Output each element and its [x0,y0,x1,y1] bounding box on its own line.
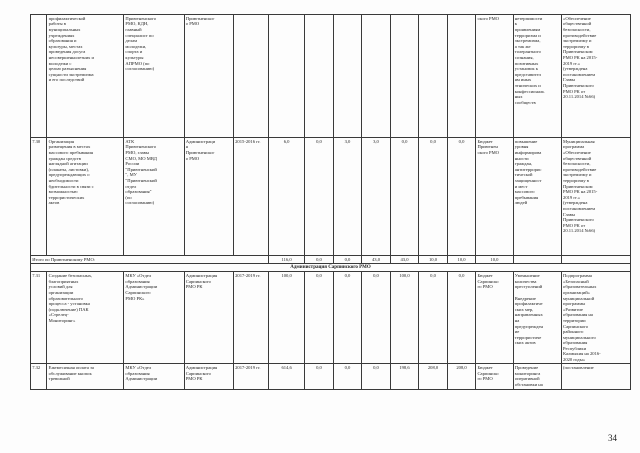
cell-2019: 0,0 [419,138,448,256]
text-line: образовательного [48,295,83,301]
text-line: «Безопасный [563,278,589,284]
total-2017: 43,0 [362,256,391,264]
text-line: РМО РК от [563,222,586,228]
text-line: Сарпинско [477,370,499,376]
text-line: го РМО [477,376,493,382]
cell-indicator [513,15,561,138]
text-line: образования [125,278,150,284]
text-line: наглядной агитации [48,161,88,167]
text-line: Приютненского [125,15,157,21]
total-2020: 10,0 [447,256,476,264]
cell-2018: 100,0 [390,272,419,364]
cell-num: 7.30 [31,138,47,256]
text-line: спорта и [125,49,143,55]
text-line: Администрации [125,376,158,382]
text-line: нности [514,155,529,161]
table-row-total [31,256,631,264]
text-line: мониторинга [514,370,541,376]
text-line: РМО, КДН, [125,21,149,27]
text-line: сущности экстремизма [48,71,94,77]
text-line: образования [125,370,150,376]
text-line: Администрации [125,284,158,290]
text-line: Приютнен [477,144,498,150]
text-line: Калмыкия на 2016- [563,351,601,357]
text-line: постановлением [563,71,596,77]
text-line: РМО РК от [563,88,586,94]
text-line: конфессиональ [514,88,545,94]
text-line: граждан средств [48,155,81,161]
text-line: сообществ [514,99,536,105]
total-2018: 43,0 [390,256,419,264]
text-line: 20.11.2014 №66) [563,94,596,100]
text-line: «Развитие [563,306,583,312]
text-line: (плакаты, листовки), [48,166,90,172]
cell-2015: 0,0 [305,364,334,390]
text-line: Ежемесячная оплата за [48,365,94,371]
cell-indicator [513,272,561,364]
text-line: Приютненском [563,49,593,55]
total-2016: 0,0 [333,256,362,264]
text-line: Уменьшение [514,273,540,279]
cell-period: 2017-2019 гг. [233,272,268,364]
text-line: Подпрограмма [563,273,592,279]
text-line: условий для [48,284,73,290]
text-line: противодействие [563,32,597,38]
text-line: процесса - установка [48,301,90,307]
cell-source [476,138,513,256]
text-line: терроризму в [563,43,589,49]
cell-name [47,272,124,364]
text-line: СМО, МО МВД [125,155,157,161]
text-line: делам [125,38,138,44]
text-line: необходимости [48,177,79,183]
text-line: представител [514,71,541,77]
text-line: проявлениям [514,26,541,32]
text-line: экстремизму и [563,172,592,178]
section-title: Администрация Сарпинского РМО [31,264,631,272]
text-line: обслуживание кнопок [48,370,92,376]
text-line: Приютненского [563,217,594,223]
text-line: бдительности в связи с [48,183,94,189]
text-line: Бюджет [477,365,493,371]
text-line: общественной [563,21,592,27]
text-line: учреждениях [48,32,75,38]
cell-name [47,138,124,256]
text-line: ", МУ [125,172,137,178]
text-line: 2019 гг.» [563,60,581,66]
table-row-7-32 [31,364,631,390]
text-line: главный [125,26,142,32]
cell-total: 614,6 [269,364,305,390]
text-line: культуры, местах [48,43,83,49]
text-line: РМО РК [185,376,203,382]
text-line: Администраци [185,138,216,144]
text-line: Приютненского [563,82,594,88]
text-line: МКУ «Отдел [125,273,152,279]
text-line: Администрация [185,365,218,371]
text-line: муниципальной [563,295,595,301]
text-line: обстановки на [514,382,543,388]
text-line: Главы [563,211,575,217]
cell-source [476,364,513,390]
text-line: Сарпинско [477,278,499,284]
cell-total [269,15,305,138]
text-line: Сарпинского [185,278,211,284]
text-line: (по [125,194,132,200]
text-line: пребывания [514,194,539,200]
text-line: 2019 гг.» [563,194,581,200]
cell-source [476,272,513,364]
text-line: Сарпинского [185,370,211,376]
text-line: позитивных [514,60,539,66]
text-line: преступлений [514,284,543,290]
text-line: образовательных [563,284,597,290]
cell-period: 2015-2016 гг. [233,138,268,256]
text-line: целью разъяснения [48,66,87,72]
text-line: терроризму в [563,177,589,183]
text-line: Приютненского [125,144,157,150]
cell-executor [124,272,184,364]
text-line: нетерпимости [514,15,543,21]
text-line: количества [514,278,537,284]
text-line: повышение [514,138,538,144]
text-line: безопасности, [563,26,591,32]
text-line: ских мер, [514,306,534,312]
text-line: го РМО [477,284,493,290]
text-line: АПРМО (по [125,60,150,66]
text-line: профилактиче [514,301,543,307]
text-line: террористических [48,194,85,200]
text-line: возможностью [48,189,78,195]
cell-executor [124,364,184,390]
text-line: организаций» [563,289,590,295]
text-line: направленных [514,312,543,318]
text-line: (постановление [563,365,594,371]
cell-name [47,364,124,390]
text-line: (утверждена [563,66,588,72]
text-line: Создание безопасных, [48,273,93,279]
cell-2019: 208,0 [419,364,448,390]
text-line: культуры [125,54,144,60]
total-2015: 0,0 [305,256,334,264]
text-line: Приютненског [185,15,215,21]
text-line: установок к [514,66,539,72]
text-line: образования на [563,312,593,318]
cell-period [233,15,268,138]
cell-basis [561,15,630,138]
text-line: защищенност [514,177,542,183]
text-line: Проведение [514,365,539,371]
text-line: муниципальных [48,26,81,32]
cell-name [47,15,124,138]
text-line: экстремизму и [563,38,592,44]
cell-executor [124,15,184,138]
text-line: толерантного [514,49,541,55]
text-line: (подключение) ПАК [48,306,89,312]
text-line: образования и [48,38,77,44]
text-line: программы [563,301,586,307]
page-number: 34 [608,433,617,443]
text-line: ских актов [514,340,536,346]
cell-period: 2017-2019 гг. [233,364,268,390]
text-line: я [185,144,188,150]
text-line: терроризма и [514,32,541,38]
text-line: РМО, главы [125,149,149,155]
measures-table [30,14,631,390]
cell-2017: 0,0 [362,272,391,364]
text-line: предупрежден [514,323,543,329]
text-line: Приютненског [185,149,215,155]
cell-admin [184,138,233,256]
text-line: Сарпинского [563,323,589,329]
text-line: отдел [125,183,137,189]
text-line: Организация [48,138,74,144]
text-line: образования [563,340,588,346]
text-line: массового [514,189,535,195]
cell-2019 [419,15,448,138]
text-line: Администрация [185,273,218,279]
text-line: Бюджет [477,273,493,279]
text-line: России [125,161,140,167]
text-line: этнических и [514,82,541,88]
text-line: молодежи, [125,43,147,49]
text-line: РМО РК» [125,295,145,301]
text-line: о РМО [185,155,200,161]
cell-num: 7.32 [31,364,47,390]
cell-2016: 3,0 [333,138,362,256]
text-line: 20.11.2014 №66) [563,228,596,234]
cell-admin [184,15,233,138]
text-line: АТК [125,138,135,144]
text-line: уровня [514,144,529,150]
text-line: согласованию) [125,66,155,72]
cell-num [31,15,47,138]
text-line: несовершеннолетних и [48,54,94,60]
text-line: Внедрение [514,295,536,301]
cell-basis [561,364,630,390]
cell-2015 [305,15,334,138]
total-sum: 116,0 [269,256,305,264]
cell-2016: 0,0 [333,272,362,364]
text-line: районного [563,329,584,335]
text-line: Сарпинского [125,289,151,295]
cell-2020: 0,0 [447,272,476,364]
text-line: муниципального [563,334,596,340]
table-row-continuation [31,15,631,138]
cell-basis [561,272,630,364]
cell-total: 6,0 [269,138,305,256]
cell-2019: 0,0 [419,272,448,364]
cell-2015: 0,0 [305,272,334,364]
text-line: антитеррорис [514,166,542,172]
text-line: террористиче [514,334,542,340]
total-label: Итого по Приютненскому РМО: [31,256,269,264]
text-line: тической [514,172,533,178]
table-row-7-30 [31,138,631,256]
text-line: специалист по [125,32,154,38]
text-line: "Приютненский [125,166,157,172]
cell-indicator [513,138,561,256]
text-line: массового пребывания [48,149,93,155]
text-line: а так же [514,43,531,49]
text-line: «Обеспечение [563,149,591,155]
text-line: согласованию) [125,200,155,206]
cell-admin [184,272,233,364]
text-line: ского РМО [477,149,499,155]
text-line: территории [563,317,586,323]
text-line: Приютненском [563,183,593,189]
text-line: информирова [514,149,542,155]
total-2021: 10,0 [476,256,513,264]
text-line: проведения досуга [48,49,86,55]
cell-2015: 0,0 [305,138,334,256]
cell-admin [184,364,233,390]
text-line: «Обеспечение [563,15,591,21]
cell-2020: 0,0 [447,138,476,256]
text-line: благоприятных [48,278,79,284]
text-line: организации [48,289,74,295]
text-line: ных [514,94,523,100]
text-line: профилактической [48,15,86,21]
text-line: о РМО [185,21,200,27]
cell-2017 [362,15,391,138]
text-line: программа [563,144,585,150]
text-line: противодействие [563,166,597,172]
text-line: образования" [125,189,152,195]
text-line: Муниципальная [563,138,595,144]
text-line: размещения в местах [48,144,91,150]
text-line: тревожной [48,376,70,382]
text-line: «Стрелец- [48,312,69,318]
text-line: к [514,21,517,27]
text-line: оперативной [514,376,540,382]
total-2019: 10,0 [419,256,448,264]
text-line: РМО РК на 2015- [563,189,598,195]
text-line: на [514,317,520,323]
cell-indicator [513,364,561,390]
text-line: РМО РК на 2015- [563,54,598,60]
cell-total: 100,0 [269,272,305,364]
table-row-7-31 [31,272,631,364]
text-line: постановлением [563,205,596,211]
text-line: людей [514,200,528,206]
text-line: предупреждающих о [48,172,90,178]
text-line: молодежи с [48,60,72,66]
cell-2018 [390,15,419,138]
text-line: граждан, [514,161,533,167]
text-line: РМО РК [185,284,203,290]
text-line: экстремизма, [514,38,541,44]
text-line: ие [514,329,520,335]
text-line: Мониторинг» [48,317,76,323]
cell-2016 [333,15,362,138]
text-line: Главы [563,77,575,83]
cell-empty [513,256,561,264]
text-line: Республики [563,345,587,351]
text-line: МКУ «Отдел [125,365,152,371]
text-line: "Приютненский [125,177,157,183]
text-line: работы в [48,21,66,27]
text-line: 2020 годы» [563,357,586,363]
section-row [31,264,631,272]
text-line: Бюджет [477,138,493,144]
text-line: сознания, [514,54,534,60]
text-line: и мест [514,183,528,189]
cell-2018: 198,6 [390,364,419,390]
cell-executor [124,138,184,256]
text-line: и его последствий [48,77,85,83]
cell-empty [561,256,630,264]
text-line: безопасности, [563,161,591,167]
cell-basis [561,138,630,256]
cell-num: 7.31 [31,272,47,364]
cell-source [476,15,513,138]
text-line: общественной [563,155,592,161]
cell-2017: 0,0 [362,364,391,390]
text-line: актов [48,200,60,206]
text-line: ям иных [514,77,532,83]
text-line: ского РМО [477,15,499,21]
cell-2020 [447,15,476,138]
cell-2017: 3,0 [362,138,391,256]
text-line: (утверждена [563,200,588,206]
cell-2016: 0,0 [333,364,362,390]
cell-2020: 208,0 [447,364,476,390]
cell-2018: 0,0 [390,138,419,256]
